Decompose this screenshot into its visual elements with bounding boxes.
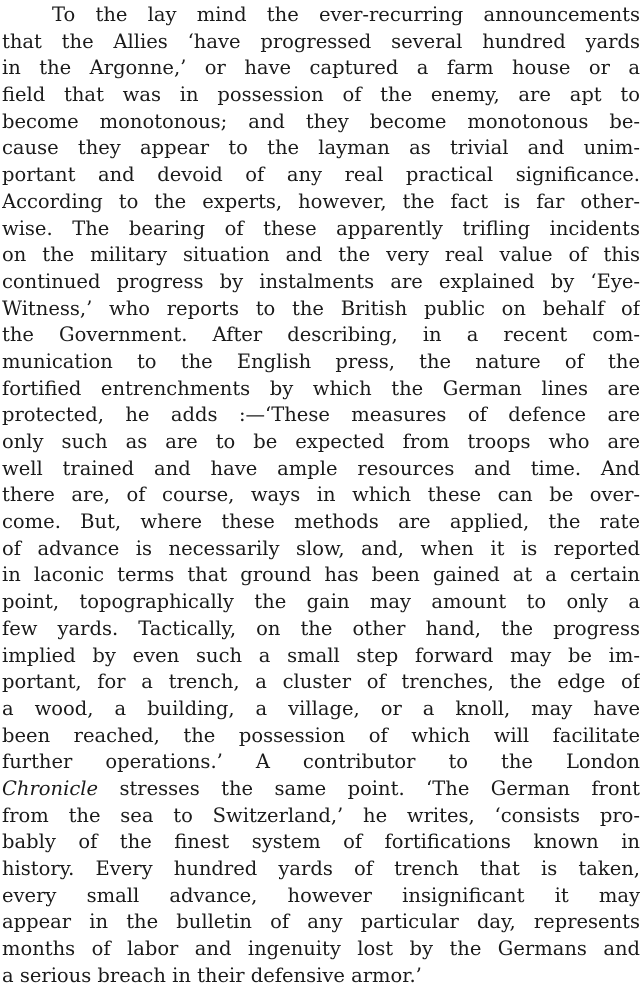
text-line: from the sea to Switzerland,’ he writes, ‘consists pro- bbox=[2, 803, 640, 827]
text-line: wise. The bearing of these apparently trifling incidents bbox=[2, 216, 640, 240]
text-line: appear in the bulletin of any particular day, represents bbox=[2, 910, 640, 934]
text-line: a serious breach in their defensive armor.’ bbox=[2, 963, 422, 987]
text-line: the Government. After describing, in a recent com- bbox=[2, 323, 640, 347]
text-line: further operations.’ A contributor to the London bbox=[2, 750, 640, 774]
text-line: in laconic terms that ground has been gained at a certain bbox=[2, 563, 640, 587]
text-line: history. Every hundred yards of trench that is taken, bbox=[2, 857, 640, 880]
text-line: portant and devoid of any real practical significance. bbox=[2, 163, 640, 187]
text-line: come. But, where these methods are applied, the rate bbox=[2, 510, 640, 534]
text-line: been reached, the possession of which will facilitate bbox=[2, 723, 640, 747]
text-line: portant, for a trench, a cluster of trenches, the edge of bbox=[2, 670, 640, 694]
text-line: in the Argonne,’ or have captured a farm house or a bbox=[2, 56, 640, 80]
text-line: well trained and have ample resources and time. And bbox=[2, 456, 640, 480]
text-line: that the Allies ‘have progressed several hundred yards bbox=[2, 29, 640, 53]
text-line-remainder: stresses the same point. ‘The German front bbox=[98, 776, 640, 800]
text-line: every small advance, however insignificant it may bbox=[2, 883, 640, 907]
text-line: only such as are to be expected from troops who are bbox=[2, 430, 640, 453]
text-line: implied by even such a small step forward may be im- bbox=[2, 643, 640, 667]
text-line: munication to the English press, the nature of the bbox=[2, 349, 640, 373]
article-body bbox=[2, 2, 640, 989]
text-line: become monotonous; and they become monotonous be- bbox=[2, 109, 640, 133]
text-line: a wood, a building, a village, or a knoll, may have bbox=[2, 696, 640, 720]
text-line: protected, he adds :—‘These measures of defence are bbox=[2, 403, 640, 427]
italic-publication-name: Chronicle bbox=[2, 776, 99, 800]
text-line: cause they appear to the layman as trivial and unim- bbox=[2, 136, 640, 160]
text-line-with-italic bbox=[2, 776, 640, 803]
text-line: on the military situation and the very real value of this bbox=[2, 243, 640, 267]
text-line: continued progress by instalments are explained by ‘Eye- bbox=[2, 269, 640, 293]
text-line: According to the experts, however, the fact is far other- bbox=[2, 189, 640, 213]
text-line: Witness,’ who reports to the British public on behalf of bbox=[2, 296, 640, 320]
text-line: field that was in possession of the enemy, are apt to bbox=[2, 83, 640, 107]
text-line: To the lay mind the ever-recurring announcements bbox=[52, 3, 640, 26]
text-line: of advance is necessarily slow, and, when it is reported bbox=[2, 536, 640, 560]
text-line: point, topographically the gain may amount to only a bbox=[2, 590, 640, 614]
text-line: months of labor and ingenuity lost by the Germans and bbox=[2, 937, 640, 961]
text-line: few yards. Tactically, on the other hand, the progress bbox=[2, 616, 640, 640]
text-line: there are, of course, ways in which these can be over- bbox=[2, 483, 640, 507]
text-line: fortified entrenchments by which the German lines are bbox=[2, 376, 640, 400]
text-line: bably of the finest system of fortifications known in bbox=[2, 830, 640, 854]
